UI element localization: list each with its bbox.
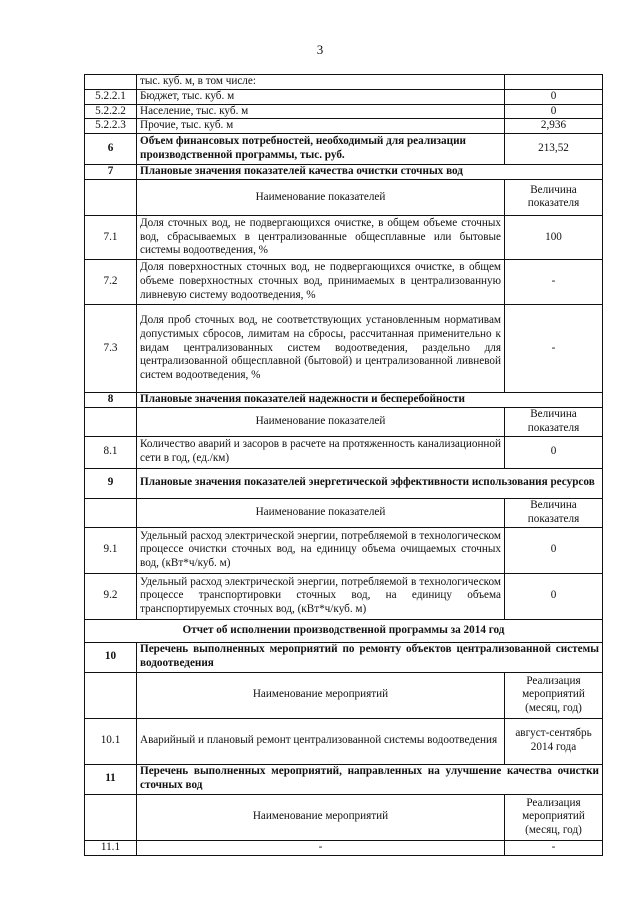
- section-row: [85, 468, 603, 498]
- table-row: [85, 119, 603, 134]
- column-header-row: [85, 794, 603, 840]
- row-text-cell: Доля проб сточных вод, не соответствующих установленным нормативам допустимых сбросов, лимитам на сбросы, рассчитанная применительно к видам централизованных систем водоотведения, раздельно для централизованной общесплавной (бытовой) и централизованной ливневой систем водоотведения, %: [137, 304, 505, 392]
- row-text-cell: Прочие, тыс. куб. м: [137, 119, 505, 134]
- row-text-cell: Объем финансовых потребностей, необходимый для реализации производственной программы, тыс. руб.: [137, 134, 505, 165]
- row-number-cell: 9.1: [85, 527, 137, 573]
- table-row: [85, 304, 603, 392]
- column-header-row: [85, 179, 603, 215]
- row-number-cell: 5.2.2.2: [85, 104, 137, 119]
- column-header-value: Реализация мероприятий (месяц, год): [505, 794, 603, 840]
- section-title-cell: Плановые значения показателей энергетической эффективности использования ресурсов: [137, 468, 603, 498]
- row-value-cell: 2,936: [505, 119, 603, 134]
- row-number-cell: 5.2.2.3: [85, 119, 137, 134]
- row-value-cell: 0: [505, 527, 603, 573]
- table-row: [85, 718, 603, 764]
- section-row: [85, 165, 603, 180]
- row-text-cell: Удельный расход электрической энергии, потребляемой в технологическом процессе транспортировки сточных вод, на единицу объема транспортируемых сточных вод, (кВт*ч/куб. м): [137, 573, 505, 619]
- table-row: [85, 89, 603, 104]
- row-number-cell: [85, 498, 137, 527]
- report-title-row: [85, 619, 603, 642]
- column-header-name: Наименование показателей: [137, 407, 505, 436]
- section-number-cell: 10: [85, 642, 137, 672]
- row-text-cell: Бюджет, тыс. куб. м: [137, 89, 505, 104]
- row-text-cell: Доля поверхностных сточных вод, не подвергающихся очистке, в общем объеме поверхностных сточных вод, принимаемых в централизованную ливневую систему водоотведения, %: [137, 259, 505, 304]
- row-number-cell: 8.1: [85, 436, 137, 468]
- row-number-cell: 7.2: [85, 259, 137, 304]
- section-number-cell: 11: [85, 764, 137, 794]
- column-header-name: Наименование показателей: [137, 179, 505, 215]
- row-value-cell: 0: [505, 89, 603, 104]
- section-title-cell: Плановые значения показателей качества очистки сточных вод: [137, 165, 603, 180]
- section-number-cell: 9: [85, 468, 137, 498]
- row-number-cell: 6: [85, 134, 137, 165]
- row-number-cell: 11.1: [85, 840, 137, 855]
- row-number-cell: [85, 75, 137, 90]
- row-value-cell: -: [505, 840, 603, 855]
- table-row: [85, 840, 603, 855]
- row-value-cell: -: [505, 304, 603, 392]
- column-header-value: Величина показателя: [505, 498, 603, 527]
- column-header-row: [85, 407, 603, 436]
- row-text-cell: тыс. куб. м, в том числе:: [137, 75, 505, 90]
- section-number-cell: 8: [85, 392, 137, 407]
- column-header-row: [85, 672, 603, 718]
- column-header-name: Наименование показателей: [137, 498, 505, 527]
- table-row: [85, 573, 603, 619]
- section-row: [85, 642, 603, 672]
- row-value-cell: [505, 75, 603, 90]
- column-header-value: Реализация мероприятий (месяц, год): [505, 672, 603, 718]
- table-row: [85, 436, 603, 468]
- row-value-cell: 213,52: [505, 134, 603, 165]
- table-row: [85, 527, 603, 573]
- row-number-cell: [85, 407, 137, 436]
- section-row: [85, 764, 603, 794]
- column-header-row: [85, 498, 603, 527]
- page-number: 3: [316, 42, 324, 57]
- row-number-cell: 10.1: [85, 718, 137, 764]
- row-number-cell: [85, 794, 137, 840]
- row-number-cell: 9.2: [85, 573, 137, 619]
- row-value-cell: 100: [505, 215, 603, 259]
- row-number-cell: [85, 672, 137, 718]
- section-row: [85, 392, 603, 407]
- row-number-cell: [85, 179, 137, 215]
- column-header-name: Наименование мероприятий: [137, 794, 505, 840]
- row-value-cell: август-сентябрь 2014 года: [505, 718, 603, 764]
- row-value-cell: 0: [505, 104, 603, 119]
- indicators-table: [84, 74, 603, 856]
- table-row: [85, 215, 603, 259]
- table-row: [85, 104, 603, 119]
- column-header-name: Наименование мероприятий: [137, 672, 505, 718]
- column-header-value: Величина показателя: [505, 407, 603, 436]
- table-row: [85, 259, 603, 304]
- row-value-cell: -: [505, 259, 603, 304]
- row-number-cell: 5.2.2.1: [85, 89, 137, 104]
- row-text-cell: Количество аварий и засоров в расчете на протяженность канализационной сети в год, (ед./км): [137, 436, 505, 468]
- row-number-cell: 7.1: [85, 215, 137, 259]
- column-header-value: Величина показателя: [505, 179, 603, 215]
- row-text-cell: Удельный расход электрической энергии, потребляемой в технологическом процессе очистки сточных вод, на единицу объема очищаемых сточных вод, (кВт*ч/куб. м): [137, 527, 505, 573]
- table-row: [85, 134, 603, 165]
- section-title-cell: Плановые значения показателей надежности и бесперебойности: [137, 392, 603, 407]
- report-title-cell: Отчет об исполнении производственной программы за 2014 год: [85, 619, 603, 642]
- row-text-cell: Доля сточных вод, не подвергающихся очистке, в общем объеме сточных вод, сбрасываемых в централизованные общесплавные или бытовые системы водоотведения, %: [137, 215, 505, 259]
- section-title-cell: Перечень выполненных мероприятий по ремонту объектов централизованной системы водоотведения: [137, 642, 603, 672]
- row-text-cell: -: [137, 840, 505, 855]
- section-title-cell: Перечень выполненных мероприятий, направленных на улучшение качества очистки сточных вод: [137, 764, 603, 794]
- row-value-cell: 0: [505, 573, 603, 619]
- row-value-cell: 0: [505, 436, 603, 468]
- row-number-cell: 7.3: [85, 304, 137, 392]
- table-row: [85, 75, 603, 90]
- row-text-cell: Население, тыс. куб. м: [137, 104, 505, 119]
- section-number-cell: 7: [85, 165, 137, 180]
- row-text-cell: Аварийный и плановый ремонт централизованной системы водоотведения: [137, 718, 505, 764]
